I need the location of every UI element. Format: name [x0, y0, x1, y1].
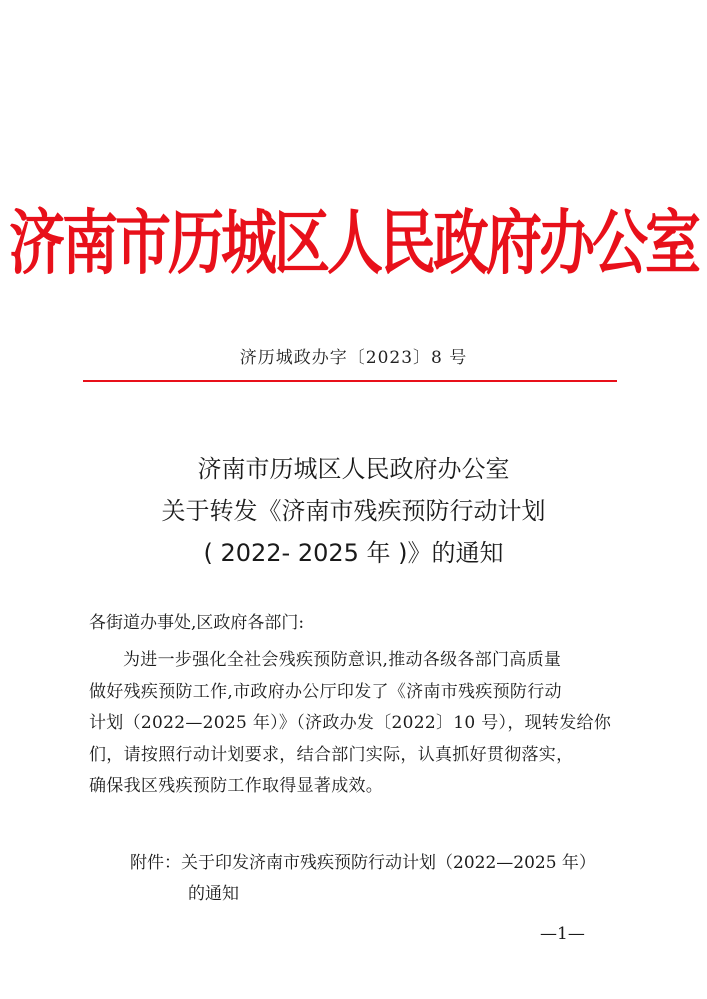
body-line-1: 为进一步强化全社会残疾预防意识,推动各级各部门高质量 — [123, 650, 562, 670]
body-line-5: 确保我区残疾预防工作取得显著成效。 — [89, 776, 384, 796]
title-line-1: 济南市历城区人民政府办公室 — [197, 455, 510, 483]
document-number: 济历城政办字〔2023〕8 号 — [239, 348, 468, 368]
body-line-2: 做好残疾预防工作,市政府办公厅印发了《济南市残疾预防行动 — [89, 681, 562, 702]
masthead-title: 济南市历城区人民政府办公室 — [9, 201, 698, 285]
title-line-2: 关于转发《济南市残疾预防行动计划 — [161, 497, 546, 525]
attachment-line-1: 附件：关于印发济南市残疾预防行动计划（2022—2025 年） — [130, 853, 596, 873]
page-number: —1— — [540, 924, 585, 944]
body-paragraph — [89, 645, 619, 803]
body-line-3: 计划（2022—2025 年）》（济政办发〔2022〕10 号），现转发给你 — [89, 713, 612, 733]
title-line-3: ( 2022- 2025 年 )》的通知 — [203, 539, 504, 567]
attachment-line-2: 的通知 — [188, 884, 239, 904]
salutation: 各街道办事处,区政府各部门: — [89, 613, 305, 633]
notice-title — [0, 448, 707, 574]
red-divider-line — [83, 380, 617, 382]
attachment-note — [130, 848, 620, 910]
body-line-4: 们，请按照行动计划要求，结合部门实际，认真抓好贯彻落实， — [89, 744, 574, 765]
